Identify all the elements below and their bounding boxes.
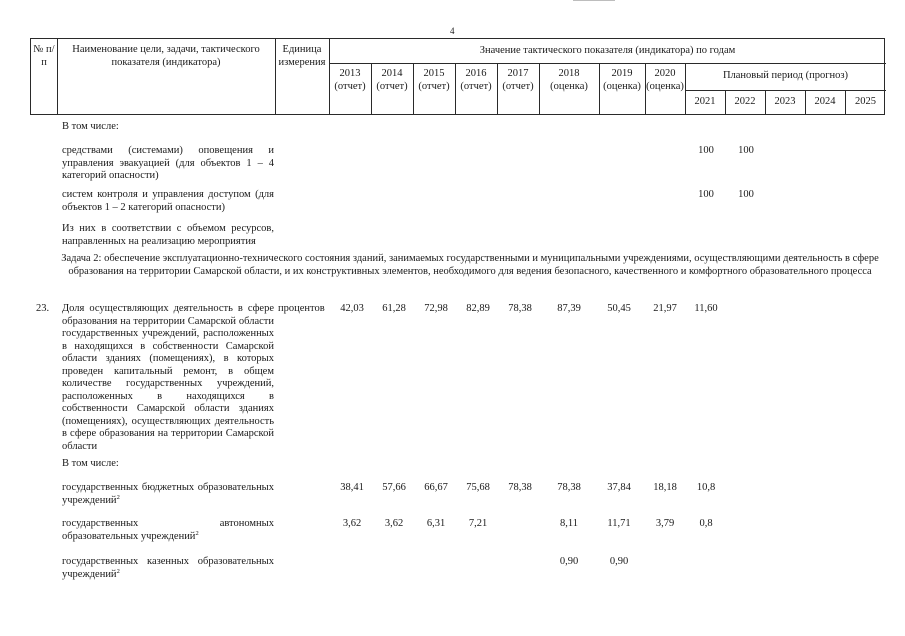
row-warning-label: средствами (системами) оповещения и управления эвакуацией (для объектов 1 – 4 категорий опасности)	[62, 145, 274, 181]
row-budget-2013: 38,41	[340, 482, 364, 493]
row-access-label: систем контроля и управления доступом (для объектов 1 – 2 категорий опасности)	[62, 189, 274, 213]
row-autonomous-2015: 6,31	[426, 518, 446, 529]
task-2-heading: Задача 2: обеспечение эксплуатационно-технического состояния зданий, занимаемых государственными и муниципальными учреждениями, осуществляющими деятельность в сфере образования на территории Самарской области, и их конструктивных элементов, необходимого для ведения безопасного, качественного и комфортного образовательного процесса	[61, 253, 879, 277]
row-resources-label: Из них в соответствии с объемом ресурсов, направленных на реализацию мероприятия	[62, 223, 274, 247]
row-autonomous-2016: 7,21	[468, 518, 488, 529]
in-total-label-2: В том числе:	[62, 458, 119, 469]
row-budget-2015: 66,67	[424, 482, 448, 493]
row-autonomous-2018: 8,11	[560, 518, 578, 529]
row-budget-2018: 78,38	[557, 482, 581, 493]
table-header	[30, 38, 885, 115]
header-values: Значение тактического показателя (индикатора) по годам	[479, 44, 736, 56]
row-state-2018: 0,90	[559, 556, 579, 567]
row-23-2019: 50,45	[607, 303, 631, 314]
row-budget-2020: 18,18	[653, 482, 677, 493]
row-state-2019: 0,90	[609, 556, 629, 567]
row-budget-2019: 37,84	[607, 482, 631, 493]
header-year-2013: 2013 (отчет)	[334, 68, 366, 92]
row-23-unit: процентов	[278, 303, 325, 314]
row-23-2018: 87,39	[557, 303, 581, 314]
header-year-2020: 2020 (оценка)	[646, 68, 684, 92]
header-year-2014: 2014 (отчет)	[376, 68, 408, 92]
header-number: № п/п	[33, 44, 55, 68]
header-year-2017: 2017 (отчет)	[502, 68, 534, 92]
row-23-2013: 42,03	[340, 303, 364, 314]
row-23-2014: 61,28	[382, 303, 406, 314]
row-autonomous-2019: 11,71	[607, 518, 631, 529]
header-year-2019: 2019 (оценка)	[603, 68, 641, 92]
row-access-2021: 100	[698, 189, 714, 200]
header-plan-2025: 2025	[855, 95, 876, 107]
row-23-2015: 72,98	[424, 303, 448, 314]
row-warning-2022: 100	[738, 145, 754, 156]
row-budget-2021: 10,8	[696, 482, 716, 493]
page-number: 4	[450, 26, 455, 36]
header-name: Наименование цели, задачи, тактического показателя (индикатора)	[72, 44, 260, 68]
row-23-label: Доля осуществляющих деятельность в сфере образования на территории Самарской области государственных учреждений, расположенных в находящихся в собственности Самарской области зданиях (помещениях), в которых проведен капитальный ремонт, в общем количестве государственных учреждений, расположенных в находящихся в собственности Самарской области зданиях (помещениях), осуществляющих деятельность в сфере образования на территории Самарской области	[62, 303, 274, 452]
header-year-2015: 2015 (отчет)	[418, 68, 450, 92]
row-autonomous-2021: 0,8	[699, 518, 713, 529]
header-plan-2022: 2022	[734, 95, 756, 107]
header-plan-2021: 2021	[694, 95, 716, 107]
row-23-2016: 82,89	[466, 303, 490, 314]
row-warning-2021: 100	[698, 145, 714, 156]
row-23-2021: 11,60	[694, 303, 718, 314]
header-unit: Единица измерения	[278, 44, 326, 68]
row-autonomous-2020: 3,79	[655, 518, 675, 529]
row-budget-2016: 75,68	[466, 482, 490, 493]
row-autonomous-2013: 3,62	[342, 518, 362, 529]
row-autonomous-label: государственных автономных образовательных учреждений$^2$	[62, 518, 274, 542]
row-access-2022: 100	[738, 189, 754, 200]
in-total-label: В том числе:	[62, 121, 119, 132]
row-23-2017: 78,38	[508, 303, 532, 314]
row-budget-2014: 57,66	[382, 482, 406, 493]
header-plan-2024: 2024	[814, 95, 836, 107]
header-planned-period: Плановый период (прогноз)	[722, 70, 849, 82]
header-year-2016: 2016 (отчет)	[460, 68, 492, 92]
header-year-2018: 2018 (оценка)	[550, 68, 588, 92]
row-autonomous-2014: 3,62	[384, 518, 404, 529]
header-plan-2023: 2023	[774, 95, 796, 107]
row-23-number: 23.	[36, 303, 50, 314]
row-state-label: государственных казенных образовательных учреждений$^2$	[62, 556, 274, 580]
top-edge-mark	[573, 0, 615, 1]
row-budget-2017: 78,38	[508, 482, 532, 493]
row-budget-label: государственных бюджетных образовательных учреждений$^2$	[62, 482, 274, 506]
row-23-2020: 21,97	[653, 303, 677, 314]
